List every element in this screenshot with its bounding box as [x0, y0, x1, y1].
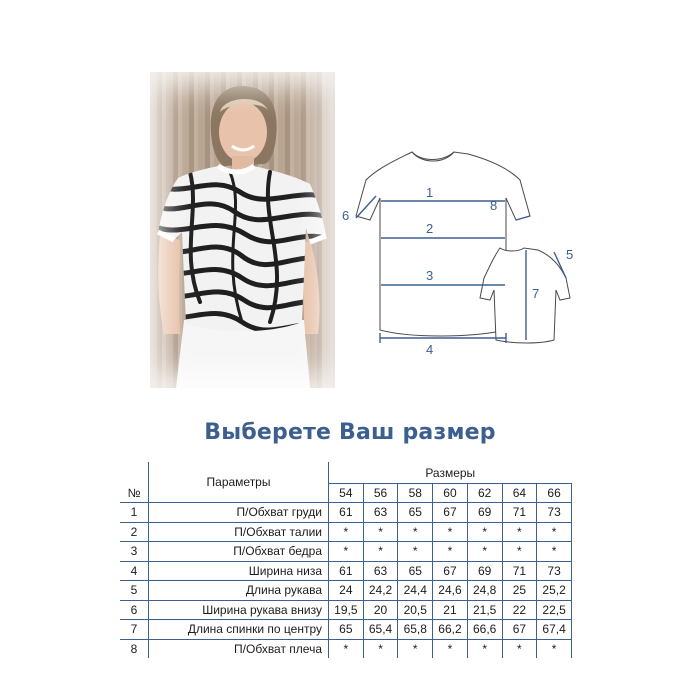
size-value: * [537, 522, 572, 542]
size-value: * [433, 522, 468, 542]
num-header: № [120, 462, 149, 503]
size-value: * [433, 639, 468, 658]
diagram-label-4: 4 [426, 342, 434, 357]
size-value: 65 [329, 620, 364, 640]
size-value: 22 [502, 600, 537, 620]
size-value: * [502, 542, 537, 562]
row-number: 6 [120, 600, 149, 620]
row-number: 7 [120, 620, 149, 640]
size-value: 25 [502, 581, 537, 601]
diagram-label-2: 2 [426, 221, 434, 236]
row-parameter: П/Обхват груди [149, 503, 329, 523]
size-value: 65,8 [398, 620, 433, 640]
size-value: * [467, 542, 502, 562]
sizes-header: Размеры [425, 465, 476, 480]
size-value: 69 [467, 561, 502, 581]
size-table [120, 462, 572, 658]
size-value: * [329, 639, 364, 658]
size-value: * [433, 542, 468, 562]
size-value: 25,2 [537, 581, 572, 601]
size-value: 22,5 [537, 600, 572, 620]
size-value: 24,8 [467, 581, 502, 601]
row-number: 8 [120, 639, 149, 658]
size-value: 66,6 [467, 620, 502, 640]
row-number: 5 [120, 581, 149, 601]
table-row [120, 522, 572, 542]
row-parameter: Длина спинки по центру [149, 620, 329, 640]
param-header: Параметры [149, 462, 329, 503]
size-value: * [363, 522, 398, 542]
size-value: 24,2 [363, 581, 398, 601]
size-value: 65,4 [363, 620, 398, 640]
row-number: 3 [120, 542, 149, 562]
size-value: 71 [502, 561, 537, 581]
table-row [120, 503, 572, 523]
size-value: 24,4 [398, 581, 433, 601]
diagram-label-1: 1 [426, 185, 434, 200]
size-value: 24,6 [433, 581, 468, 601]
size-value: * [363, 542, 398, 562]
size-value: * [363, 639, 398, 658]
table-row [120, 620, 572, 640]
diagram-label-3: 3 [426, 268, 434, 283]
row-number: 4 [120, 561, 149, 581]
size-value: * [398, 639, 433, 658]
size-value: 21 [433, 600, 468, 620]
size-header-58: 58 [398, 484, 433, 503]
row-number: 2 [120, 522, 149, 542]
size-header-56: 56 [363, 484, 398, 503]
diagram-label-6: 6 [342, 208, 350, 223]
size-value: 63 [363, 561, 398, 581]
row-number: 1 [120, 503, 149, 523]
row-parameter: П/Обхват талии [149, 522, 329, 542]
size-value: 67 [433, 561, 468, 581]
size-value: * [502, 522, 537, 542]
size-value: * [398, 542, 433, 562]
size-value: 67,4 [537, 620, 572, 640]
table-row [120, 581, 572, 601]
diagram-label-5: 5 [566, 247, 574, 262]
size-value: 67 [433, 503, 468, 523]
row-parameter: Длина рукава [149, 581, 329, 601]
table-row [120, 600, 572, 620]
table-body [120, 503, 572, 659]
row-parameter: П/Обхват плеча [149, 639, 329, 658]
product-photo [150, 72, 335, 388]
size-header-60: 60 [433, 484, 468, 503]
size-value: 63 [363, 503, 398, 523]
size-value: * [537, 542, 572, 562]
table-row [120, 542, 572, 562]
table-row [120, 561, 572, 581]
size-value: 61 [329, 561, 364, 581]
size-header-54: 54 [329, 484, 364, 503]
size-header-66: 66 [537, 484, 572, 503]
diagram-label-7: 7 [532, 286, 540, 301]
size-value: * [467, 639, 502, 658]
size-value: * [398, 522, 433, 542]
size-value: * [502, 639, 537, 658]
measurement-diagram [330, 140, 590, 370]
size-value: 65 [398, 503, 433, 523]
size-value: 73 [537, 561, 572, 581]
size-value: 71 [502, 503, 537, 523]
size-value: 69 [467, 503, 502, 523]
size-value: 20,5 [398, 600, 433, 620]
size-value: * [329, 522, 364, 542]
size-value: 66,2 [433, 620, 468, 640]
table-header-row [120, 462, 572, 484]
size-value: 24 [329, 581, 364, 601]
size-value: * [329, 542, 364, 562]
size-value: * [467, 522, 502, 542]
size-value: 67 [502, 620, 537, 640]
size-value: * [537, 639, 572, 658]
size-header-64: 64 [502, 484, 537, 503]
size-value: 65 [398, 561, 433, 581]
row-parameter: П/Обхват бедра [149, 542, 329, 562]
row-parameter: Ширина низа [149, 561, 329, 581]
size-value: 19,5 [329, 600, 364, 620]
size-header-62: 62 [467, 484, 502, 503]
table-row [120, 639, 572, 658]
size-value: 20 [363, 600, 398, 620]
size-value: 21,5 [467, 600, 502, 620]
row-parameter: Ширина рукава внизу [149, 600, 329, 620]
size-value: 61 [329, 503, 364, 523]
model-illustration [150, 72, 335, 388]
diagram-label-8: 8 [490, 198, 498, 213]
size-value: 73 [537, 503, 572, 523]
page-title: Выберете Ваш размер [204, 420, 496, 445]
